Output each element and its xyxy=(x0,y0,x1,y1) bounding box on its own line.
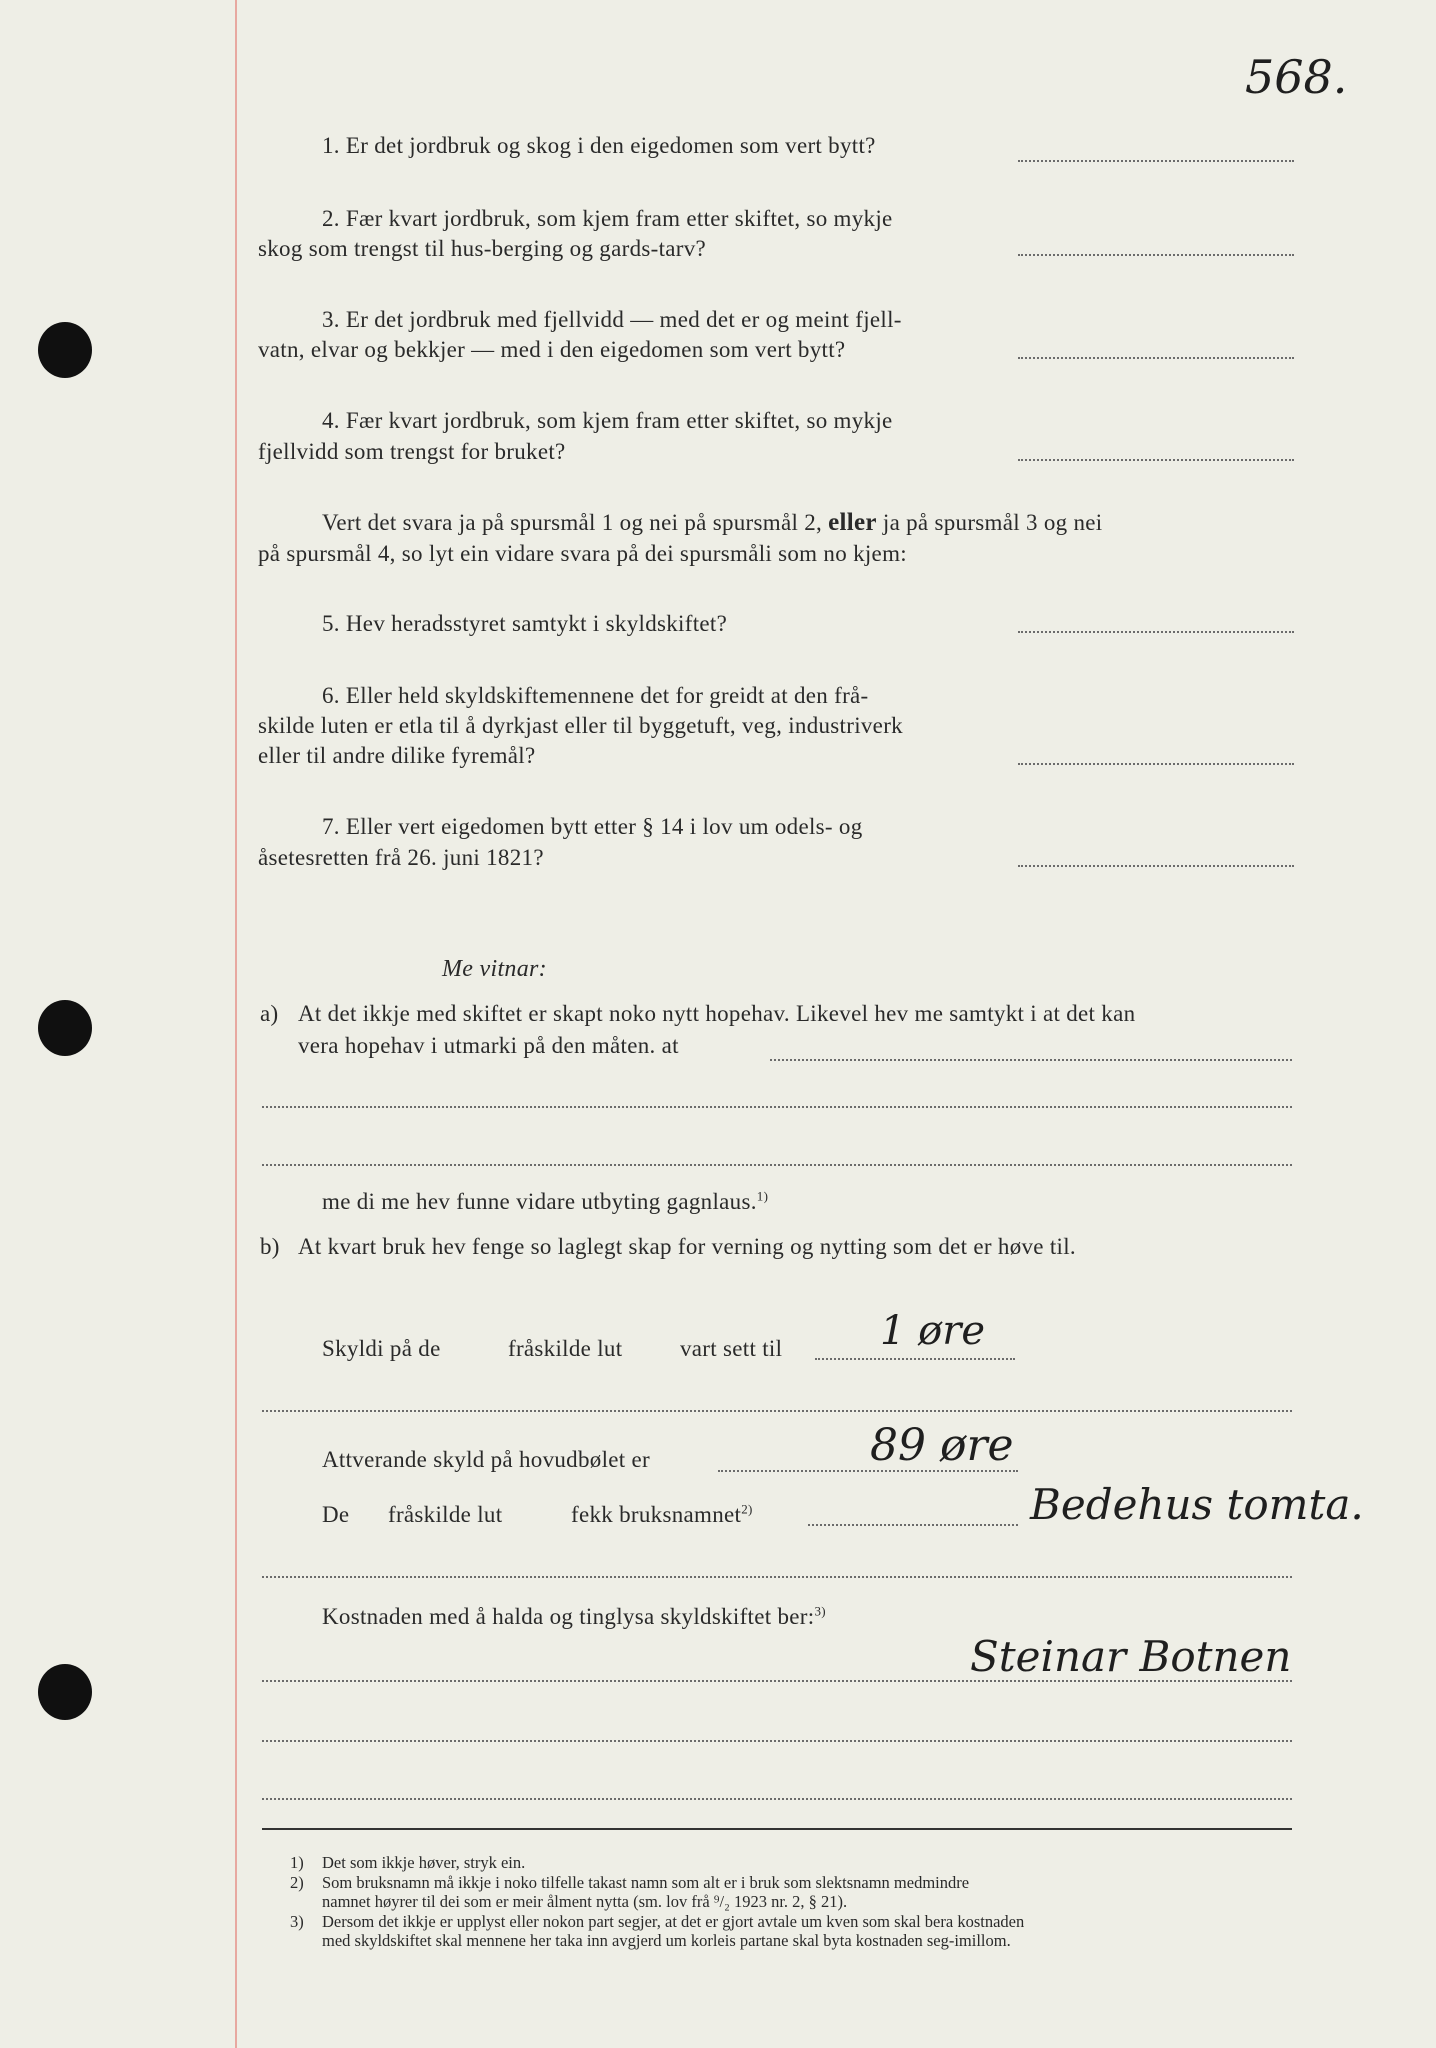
question-6-line-1: 6. Eller held skyldskiftemennene det for greidt at den frå- xyxy=(322,683,869,708)
skyld-handwritten-value: 1 øre xyxy=(880,1308,986,1354)
question-4-line-2: fjellvidd som trengst for bruket? xyxy=(258,439,566,464)
footnote-ref-1: 1) xyxy=(756,1188,769,1204)
answer-line-4 xyxy=(1018,459,1294,461)
condition-text-a: Vert det svara ja på spursmål 1 og nei på spursmål 2, xyxy=(322,510,823,535)
footnote-1: Det som ikkje høver, stryk ein. xyxy=(322,1853,526,1872)
punch-hole-middle xyxy=(38,1000,92,1056)
footnote-separator xyxy=(262,1828,1292,1830)
punch-hole-bottom xyxy=(38,1664,92,1720)
kostnad-label-text: Kostnaden med å halda og tinglysa skyldskiftet ber: xyxy=(322,1604,815,1629)
bruksnamn-handwritten-value: Bedehus tomta. xyxy=(1030,1480,1364,1529)
footnote-3-line-2: med skyldskiftet skal mennene her taka inn avgjerd um korleis partane skal byta kostnaden seg-imillom. xyxy=(322,1931,1011,1950)
kostnad-blank-line-1 xyxy=(262,1680,1292,1682)
answer-line-5 xyxy=(1018,631,1294,633)
footnote-3-line-1: Dersom det ikkje er upplyst eller nokon part segjer, at det er gjort avtale um kven som skal bera kostnaden xyxy=(322,1912,1025,1931)
skyld-label-2: fråskilde lut xyxy=(508,1336,623,1361)
footnote-3-mark: 3) xyxy=(290,1912,304,1931)
question-7-line-2: åsetesretten frå 26. juni 1821? xyxy=(258,845,544,870)
footnote-ref-2: 2) xyxy=(741,1501,753,1517)
item-a-label: a) xyxy=(260,1001,279,1026)
attverande-label: Attverande skyld på hovudbølet er xyxy=(322,1447,650,1472)
item-b-label: b) xyxy=(260,1234,280,1259)
footnote-1-mark: 1) xyxy=(290,1853,304,1872)
answer-line-6 xyxy=(1018,763,1294,765)
condition-line-2: på spursmål 4, so lyt ein vidare svara på dei spursmåli som no kjem: xyxy=(258,541,907,566)
skyld-label-1: Skyldi på de xyxy=(322,1336,441,1361)
page-number: 568. xyxy=(1245,50,1348,104)
red-margin-rule xyxy=(235,0,237,2048)
skyld-fill-line xyxy=(815,1358,1015,1360)
question-1: 1. Er det jordbruk og skog i den eigedomen som vert bytt? xyxy=(322,133,876,158)
kostnad-blank-line-3 xyxy=(262,1798,1292,1800)
item-a-line-3-text: me di me hev funne vidare utbyting gagnlaus. xyxy=(322,1189,757,1214)
attverande-handwritten-value: 89 øre xyxy=(870,1420,1014,1471)
bruksnamn-blank-line xyxy=(262,1576,1292,1578)
condition-bold-eller: eller xyxy=(828,509,877,536)
answer-line-1 xyxy=(1018,160,1294,162)
item-a-line-3 xyxy=(322,1187,768,1217)
footnote-ref-3: 3) xyxy=(814,1603,826,1619)
footnote-2-line-2: namnet høyrer til dei som er meir ålment nytta (sm. lov frå ⁹/₂ 1923 nr. 2, § 21). xyxy=(322,1892,848,1911)
question-3-line-1: 3. Er det jordbruk med fjellvidd — med det er og meint fjell- xyxy=(322,307,902,332)
footnote-2-mark: 2) xyxy=(290,1873,304,1892)
item-a-line-1: At det ikkje med skiftet er skapt noko nytt hopehav. Likevel hev me samtykt i at det kan xyxy=(298,1001,1136,1026)
punch-hole-top xyxy=(38,322,92,378)
item-a-fill-line xyxy=(770,1059,1292,1061)
condition-text-b: ja på spursmål 3 og nei xyxy=(882,510,1103,535)
answer-line-7 xyxy=(1018,865,1294,867)
skyld-label-3: vart sett til xyxy=(680,1336,783,1361)
skyld-blank-line xyxy=(262,1410,1292,1412)
question-2-line-1: 2. Fær kvart jordbruk, som kjem fram etter skiftet, so mykje xyxy=(322,206,893,231)
item-a-blank-line-2 xyxy=(262,1164,1292,1166)
item-a-line-2: vera hopehav i utmarki på den måten. at xyxy=(298,1033,679,1058)
bruksnamn-fill-line xyxy=(808,1524,1018,1526)
question-6-line-2: skilde luten er etla til å dyrkjast eller til byggetuft, veg, industriverk xyxy=(258,713,903,738)
kostnad-label xyxy=(322,1602,826,1632)
kostnad-handwritten-value: Steinar Botnen xyxy=(970,1632,1292,1681)
witness-heading: Me vitnar: xyxy=(442,956,547,982)
bruksnamn-label-1: De xyxy=(322,1502,350,1527)
answer-line-2 xyxy=(1018,254,1294,256)
question-2-line-2: skog som trengst til hus-berging og gards-tarv? xyxy=(258,236,707,261)
condition-line-1 xyxy=(322,508,1102,538)
bruksnamn-label-3-text: fekk bruksnamnet xyxy=(571,1502,742,1527)
answer-line-3 xyxy=(1018,357,1294,359)
question-3-line-2: vatn, elvar og bekkjer — med i den eigedomen som vert bytt? xyxy=(258,337,846,362)
footnote-2-line-1: Som bruksnamn må ikkje i noko tilfelle takast namn som alt er i bruk som slektsnamn medmindre xyxy=(322,1873,970,1892)
question-7-line-1: 7. Eller vert eigedomen bytt etter § 14 i lov um odels- og xyxy=(322,814,863,839)
kostnad-blank-line-2 xyxy=(262,1740,1292,1742)
bruksnamn-label-3 xyxy=(571,1500,753,1530)
question-6-line-3: eller til andre dilike fyremål? xyxy=(258,743,536,768)
question-5: 5. Hev heradsstyret samtykt i skyldskiftet? xyxy=(322,611,728,636)
item-a-blank-line-1 xyxy=(262,1106,1292,1108)
bruksnamn-label-2: fråskilde lut xyxy=(388,1502,503,1527)
item-b-line-1: At kvart bruk hev fenge so laglegt skap for verning og nytting som det er høve til. xyxy=(298,1234,1076,1259)
question-4-line-1: 4. Fær kvart jordbruk, som kjem fram etter skiftet, so mykje xyxy=(322,408,893,433)
